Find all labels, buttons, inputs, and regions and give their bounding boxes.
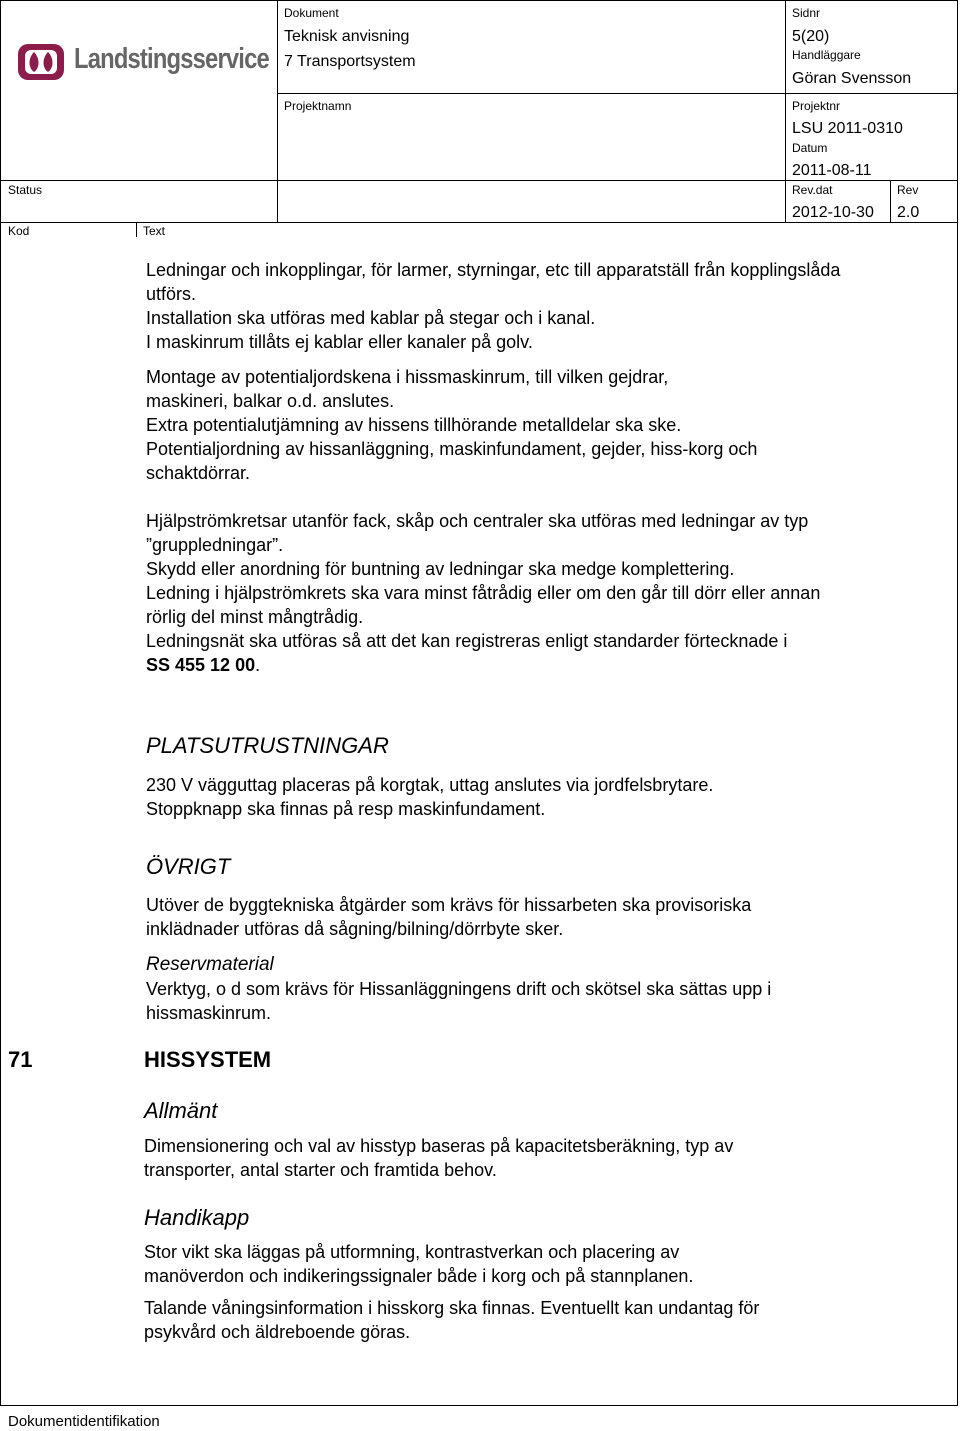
header-hline-2 <box>0 180 958 181</box>
allmant-line-2: transporter, antal starter och framtida behov. <box>144 1160 497 1180</box>
sidnr-label: Sidnr <box>792 6 821 20</box>
header-hline-3 <box>0 222 958 223</box>
allmant-line-1: Dimensionering och val av hisstyp baseras på kapacitetsberäkning, typ av <box>144 1136 734 1156</box>
ovrigt-line-2: inklädnader utföras då sågning/bilning/dörrbyte sker. <box>146 919 564 939</box>
projektnr-label: Projektnr <box>792 99 841 113</box>
ovrigt-heading: ÖVRIGT <box>146 854 231 879</box>
p1-line-2: utförs. <box>146 284 197 304</box>
dokument-label: Dokument <box>284 6 339 20</box>
platsutrustningar-line-2: Stoppknapp ska finnas på resp maskinfundament. <box>146 799 546 819</box>
platsutrustningar-heading: PLATSUTRUSTNINGAR <box>146 733 389 758</box>
projektnr-value: LSU 2011-0310 <box>792 120 903 137</box>
p1-line-1: Ledningar och inkopplingar, för larmer, styrningar, etc till apparatställ från kopplingslåda <box>146 260 841 280</box>
logo-text: Landstingsservice <box>74 43 269 75</box>
projektnamn-label: Projektnamn <box>284 99 352 113</box>
ovrigt-line-1: Utöver de byggtekniska åtgärder som krävs för hissarbeten ska provisoriska <box>146 895 752 915</box>
dokument-line-1: Teknisk anvisning <box>284 28 410 45</box>
revdat-value: 2012-10-30 <box>792 204 874 221</box>
landstingsservice-logo-icon <box>16 36 66 86</box>
standard-reference <box>146 653 260 677</box>
section-title: HISSYSTEM <box>144 1047 272 1072</box>
standard-code: SS 455 12 00 <box>146 655 256 675</box>
section-number: 71 <box>8 1047 33 1072</box>
p2-line-5: rörlig del minst mångtrådig. <box>146 607 364 627</box>
header-hline-1 <box>277 93 958 94</box>
datum-label: Datum <box>792 141 828 155</box>
handikapp-line-4: psykvård och äldreboende göras. <box>144 1322 411 1342</box>
platsutrustningar-line-1: 230 V vägguttag placeras på korgtak, uttag anslutes via jordfelsbrytare. <box>146 775 714 795</box>
kod-text-divider <box>136 222 137 237</box>
reservmaterial-line-2: hissmaskinrum. <box>146 1003 272 1023</box>
header-vline-1 <box>277 0 278 222</box>
revdat-label: Rev.dat <box>792 183 833 197</box>
header-vline-3 <box>890 180 891 222</box>
p1-line-3: Installation ska utföras med kablar på stegar och i kanal. <box>146 308 596 328</box>
p1-line-7: Extra potentialutjämning av hissens tillhörande metalldelar ska ske. <box>146 415 682 435</box>
p2-line-4: Ledning i hjälpströmkrets ska vara minst fåtrådig eller om den går till dörr eller annan <box>146 583 821 603</box>
reservmaterial-heading: Reservmaterial <box>146 954 274 975</box>
allmant-heading: Allmänt <box>144 1098 218 1123</box>
p1-line-5: Montage av potentialjordskena i hissmaskinrum, till vilken gejdrar, <box>146 367 669 387</box>
status-label: Status <box>8 183 43 197</box>
p2-line-1: Hjälpströmkretsar utanför fack, skåp och centraler ska utföras med ledningar av typ <box>146 511 809 531</box>
reservmaterial-line-1: Verktyg, o d som krävs för Hissanläggningens drift och skötsel ska sättas upp i <box>146 979 772 999</box>
p2-line-3: Skydd eller anordning för buntning av ledningar ska medge komplettering. <box>146 559 735 579</box>
rev-value: 2.0 <box>897 204 920 221</box>
p2-line-2: ”gruppledningar”. <box>146 535 284 555</box>
handikapp-line-2: manöverdon och indikeringssignaler både i korg och på stannplanen. <box>144 1266 694 1286</box>
handlaggare-value: Göran Svensson <box>792 70 912 87</box>
kod-label: Kod <box>8 224 30 238</box>
handikapp-heading: Handikapp <box>144 1205 250 1230</box>
header-vline-2 <box>785 0 786 222</box>
standard-code-suffix: . <box>255 655 261 675</box>
dokument-line-2: 7 Transportsystem <box>284 53 416 70</box>
text-label: Text <box>143 224 166 238</box>
handlaggare-label: Handläggare <box>792 48 861 62</box>
p1-line-6: maskineri, balkar o.d. anslutes. <box>146 391 395 411</box>
p1-line-8: Potentialjordning av hissanläggning, maskinfundament, gejder, hiss-korg och <box>146 439 758 459</box>
p1-line-9: schaktdörrar. <box>146 463 251 483</box>
datum-value: 2011-08-11 <box>792 162 872 179</box>
dokumentidentifikation-label: Dokumentidentifikation <box>8 1413 160 1430</box>
sidnr-value: 5(20) <box>792 28 830 45</box>
rev-label: Rev <box>897 183 919 197</box>
p1-line-4: I maskinrum tillåts ej kablar eller kanaler på golv. <box>146 332 533 352</box>
handikapp-line-3: Talande våningsinformation i hisskorg ska finnas. Eventuellt kan undantag för <box>144 1298 760 1318</box>
logo <box>16 36 269 86</box>
p2-line-6: Ledningsnät ska utföras så att det kan registreras enligt standarder förtecknade i <box>146 631 788 651</box>
handikapp-line-1: Stor vikt ska läggas på utformning, kontrastverkan och placering av <box>144 1242 680 1262</box>
